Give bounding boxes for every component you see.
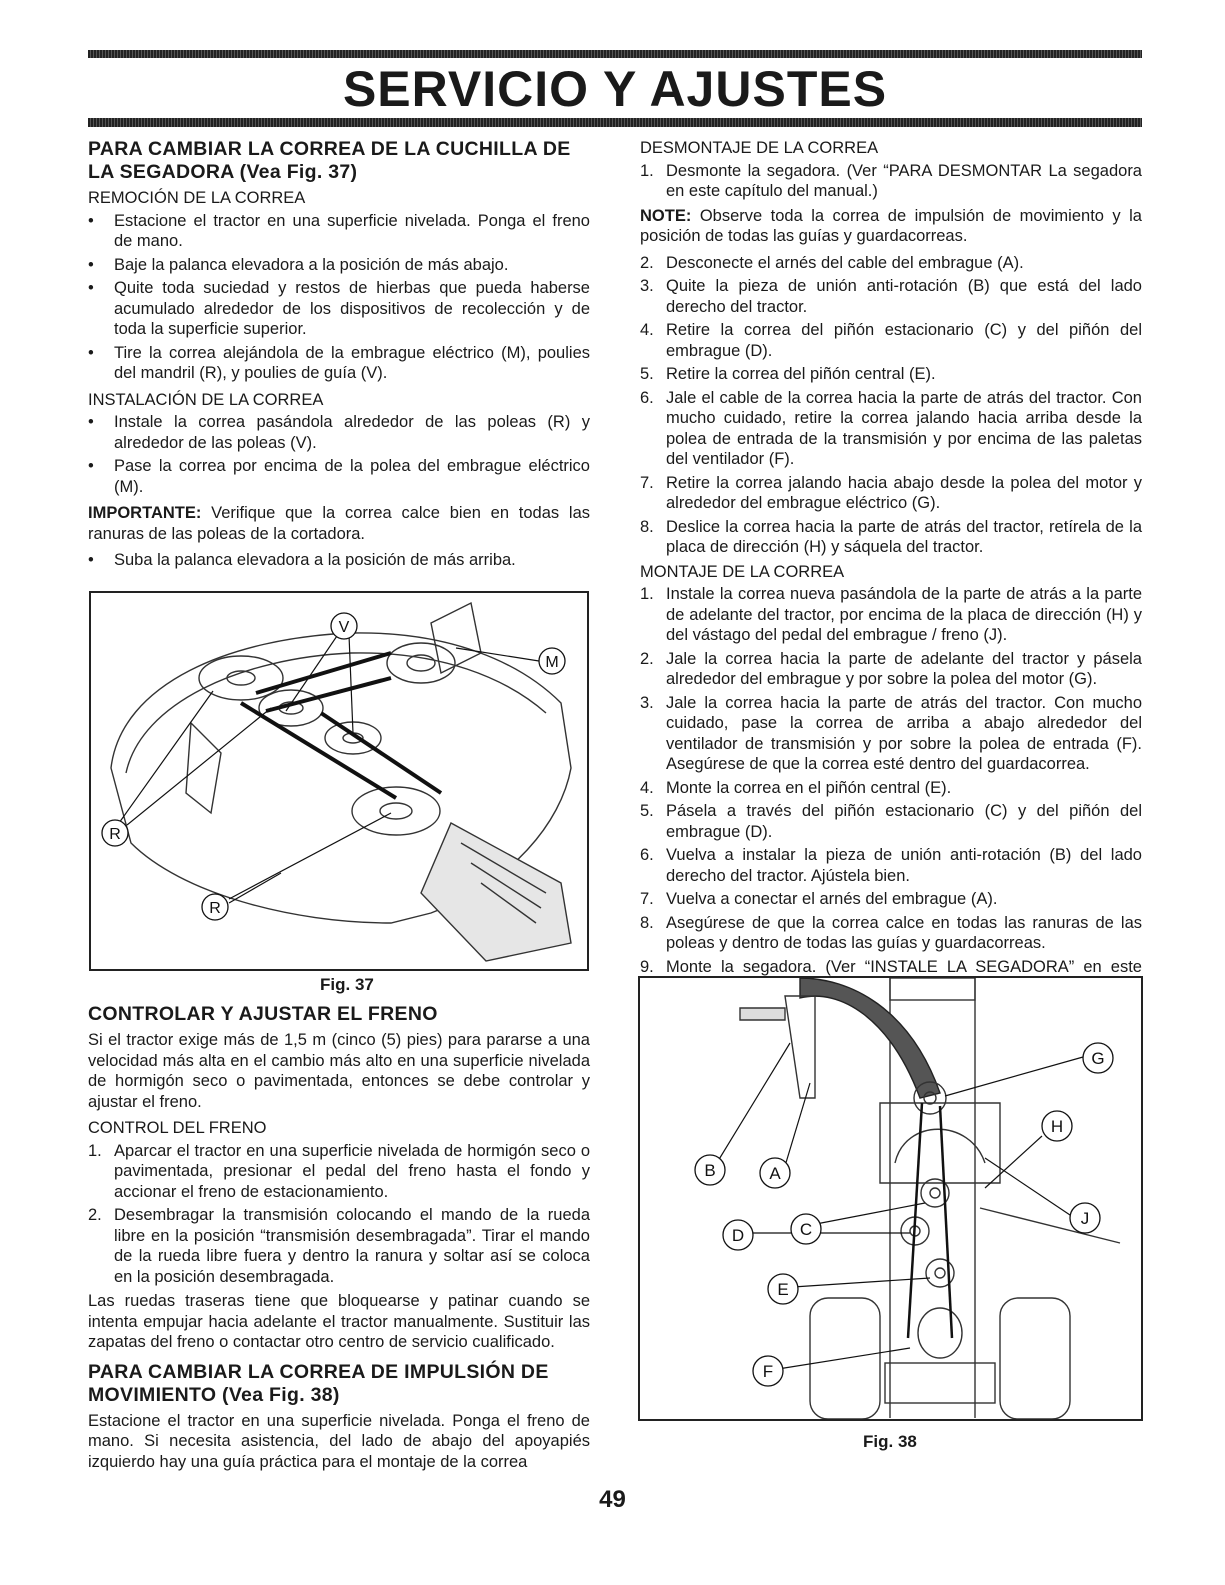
list-item: 6. Vuelva a instalar la pieza de unión anti-rotación (B) del lado derecho del tractor. Ajústela bien. xyxy=(640,846,1142,885)
list-item: • Estacione el tractor en una superficie nivelada. Ponga el freno de mano. xyxy=(88,211,590,252)
list-item: • Suba la palanca elevadora a la posición de más arriba. xyxy=(88,550,590,571)
figure-37-caption: Fig. 37 xyxy=(320,975,374,994)
list-item: 4. Monte la correa en el piñón central (E). xyxy=(640,778,952,797)
drive-belt-removal-step1 xyxy=(640,161,1142,202)
brake-steps xyxy=(88,1141,590,1288)
drive-belt-intro: Estacione el tractor en una superficie nivelada. Ponga el freno de mano. Si necesita asistencia, del lado de abajo del apoyapiés izquierdo hay una guía práctica para el montaje de la correa xyxy=(88,1411,590,1471)
list-item: 7. Vuelva a conectar el arnés del embrague (A). xyxy=(640,890,998,908)
blade-belt-removal-title: REMOCIÓN DE LA CORREA xyxy=(88,189,306,207)
header-rule-top xyxy=(88,50,1142,58)
callout-label-a: A xyxy=(769,1164,781,1183)
list-item: 8. Asegúrese de que la correa calce en todas las ranuras de las poleas y dentro de todas las guías y guardacorreas. xyxy=(640,913,1142,952)
list-item: 8. Deslice la correa hacia la parte de atrás del tractor, retírela de la placa de dirección (H) y sáquela del tractor. xyxy=(640,517,1142,556)
mower-deck-illustration xyxy=(91,593,587,969)
figure-38-caption: Fig. 38 xyxy=(863,1432,917,1451)
callout-label-b: B xyxy=(704,1161,716,1180)
list-item: 4. Retire la correa del piñón estacionario (C) y del piñón del embrague (D). xyxy=(640,321,1142,360)
drive-belt-install-steps xyxy=(640,584,1142,998)
note-label: NOTE: xyxy=(640,206,692,225)
left-column xyxy=(88,138,590,577)
list-item: • Baje la palanca elevadora a la posición de más abajo. xyxy=(88,255,590,276)
list-item: 3. Jale la correa hacia la parte de atrás del tractor. Con mucho cuidado, pase la correa de arriba a abajo alrededor del ventilador de transmisión y por sobre la polea de entrada (F). Asegúrese de que la correa esté dentro del guardacorrea. xyxy=(640,693,1142,773)
page-title: SERVICIO Y AJUSTES xyxy=(342,61,888,117)
list-item: • Instale la correa pasándola alrededor de las poleas (R) y alrededor de las poleas (V). xyxy=(88,412,590,453)
list-item: • Pase la correa por encima de la polea del embrague eléctrico (M). xyxy=(88,456,590,497)
page-number: 49 xyxy=(599,1486,626,1513)
blade-belt-final-list xyxy=(88,550,590,571)
callout-label-e: E xyxy=(777,1280,789,1299)
drive-belt-install-title: MONTAJE DE LA CORREA xyxy=(640,562,845,581)
brake-closing: Las ruedas traseras tiene que bloquearse y patinar cuando se intenta empujar hacia adelante el tractor manualmente. Sustituir las zapatas del freno o contactar otro centro de servicio cualificado. xyxy=(88,1292,590,1351)
list-item: 9. Monte la segadora. (Ver “INSTALE LA SEGADORA” en este xyxy=(640,957,1142,976)
list-item: 5. Retire la correa del piñón central (E). xyxy=(640,365,936,383)
list-item: 5. Pásela a través del piñón estacionario (C) y del piñón del embrague (D). xyxy=(640,802,1142,841)
note-paragraph xyxy=(640,206,1142,247)
important-label: IMPORTANTE: xyxy=(88,504,202,522)
callout-label-g: G xyxy=(1091,1049,1105,1068)
header-rule-bottom xyxy=(88,118,1142,127)
list-item: 3. Quite la pieza de unión anti-rotación (B) que está del lado derecho del tractor. xyxy=(640,277,1142,316)
brake-control-title: CONTROL DEL FRENO xyxy=(88,1119,267,1137)
list-item: 7. Retire la correa jalando hacia abajo desde la polea del motor y alrededor del embrague eléctrico (G). xyxy=(640,473,1142,512)
drive-belt-removal-steps xyxy=(640,253,1142,558)
callout-label-j: J xyxy=(1080,1209,1090,1228)
list-item: 1. Instale la correa nueva pasándola de la parte de atrás a la parte de adelante del tractor, por encima de la placa de dirección (H) y del vástago del pedal del embrague / freno (J). xyxy=(640,585,1142,644)
callout-label-v: V xyxy=(338,619,350,636)
right-column xyxy=(640,138,1142,1002)
blade-belt-install-list xyxy=(88,412,590,497)
list-item: 2. Desembragar la transmisión colocando el mando de la rueda libre en la posición “transmisión desembragada”. Tirar el mando de la rueda libre fuera y dentro la ranura y soltar así se coloca en la posición desembragada. xyxy=(88,1206,590,1286)
figure-37 xyxy=(89,591,589,971)
drive-belt-removal-title: DESMONTAJE DE LA CORREA xyxy=(640,139,879,157)
brake-intro: Si el tractor exige más de 1,5 m (cinco (5) pies) para pararse a una velocidad más alta en el cambio más alto en una superficie nivelada de hormigón seco o pavimentada, entonces se debe controlar y ajustar el freno. xyxy=(88,1031,590,1111)
brake-section xyxy=(88,1003,590,1478)
blade-belt-removal-list xyxy=(88,211,590,384)
blade-belt-heading: PARA CAMBIAR LA CORREA DE LA CUCHILLA DE LA SEGADORA (Vea Fig. 37) xyxy=(88,138,571,183)
callout-label-h: H xyxy=(1050,1117,1064,1136)
figure-38 xyxy=(638,976,1143,1421)
callout-label-c: C xyxy=(799,1220,813,1239)
note-text: Observe toda la correa de impulsión de movimiento y la posición de todas las guías y guardacorreas. xyxy=(640,206,1142,245)
tractor-drive-belt-illustration xyxy=(640,978,1141,1419)
callout-label-r2: R xyxy=(209,900,221,917)
callout-label-m: M xyxy=(545,654,559,671)
list-item: 6. Jale el cable de la correa hacia la parte de atrás del tractor. Con mucho cuidado, retire la correa jalando hacia arriba desde la polea de entrada de la transmisión y por encima de las paletas del ventilador (F). xyxy=(640,388,1142,468)
list-item: 2. Jale la correa hacia la parte de adelante del tractor y pásela alrededor del embrague y por sobre la polea del motor (G). xyxy=(640,649,1142,688)
brake-heading: CONTROLAR Y AJUSTAR EL FRENO xyxy=(88,1003,438,1025)
list-item: 1. Aparcar el tractor en una superficie nivelada de hormigón seco o pavimentada, presionar el pedal del freno hasta el fondo y accionar el freno de estacionamiento. xyxy=(88,1141,590,1201)
important-text: Verifique que la correa calce bien en todas las ranuras de las poleas de la cortadora. xyxy=(88,504,590,543)
important-note xyxy=(88,503,590,544)
drive-belt-heading: PARA CAMBIAR LA CORREA DE IMPULSIÓN DE MOVIMIENTO (Vea Fig. 38) xyxy=(88,1360,549,1406)
callout-label-d: D xyxy=(731,1226,745,1245)
list-item: • Quite toda suciedad y restos de hierbas que pueda haberse acumulado alrededor de los dispositivos de recolección y de toda la superficie superior. xyxy=(88,278,590,340)
callout-label-r1: R xyxy=(109,826,121,843)
list-item: 2. Desconecte el arnés del cable del embrague (A). xyxy=(640,253,1024,272)
list-item: • Tire la correa alejándola de la embrague eléctrico (M), poulies del mandril (R), y poulies de guía (V). xyxy=(88,343,590,384)
list-item: 1. Desmonte la segadora. (Ver “PARA DESMONTAR La segadora en este capítulo del manual.) xyxy=(640,161,1142,200)
callout-label-f: F xyxy=(762,1362,774,1381)
blade-belt-install-title: INSTALACIÓN DE LA CORREA xyxy=(88,390,324,409)
